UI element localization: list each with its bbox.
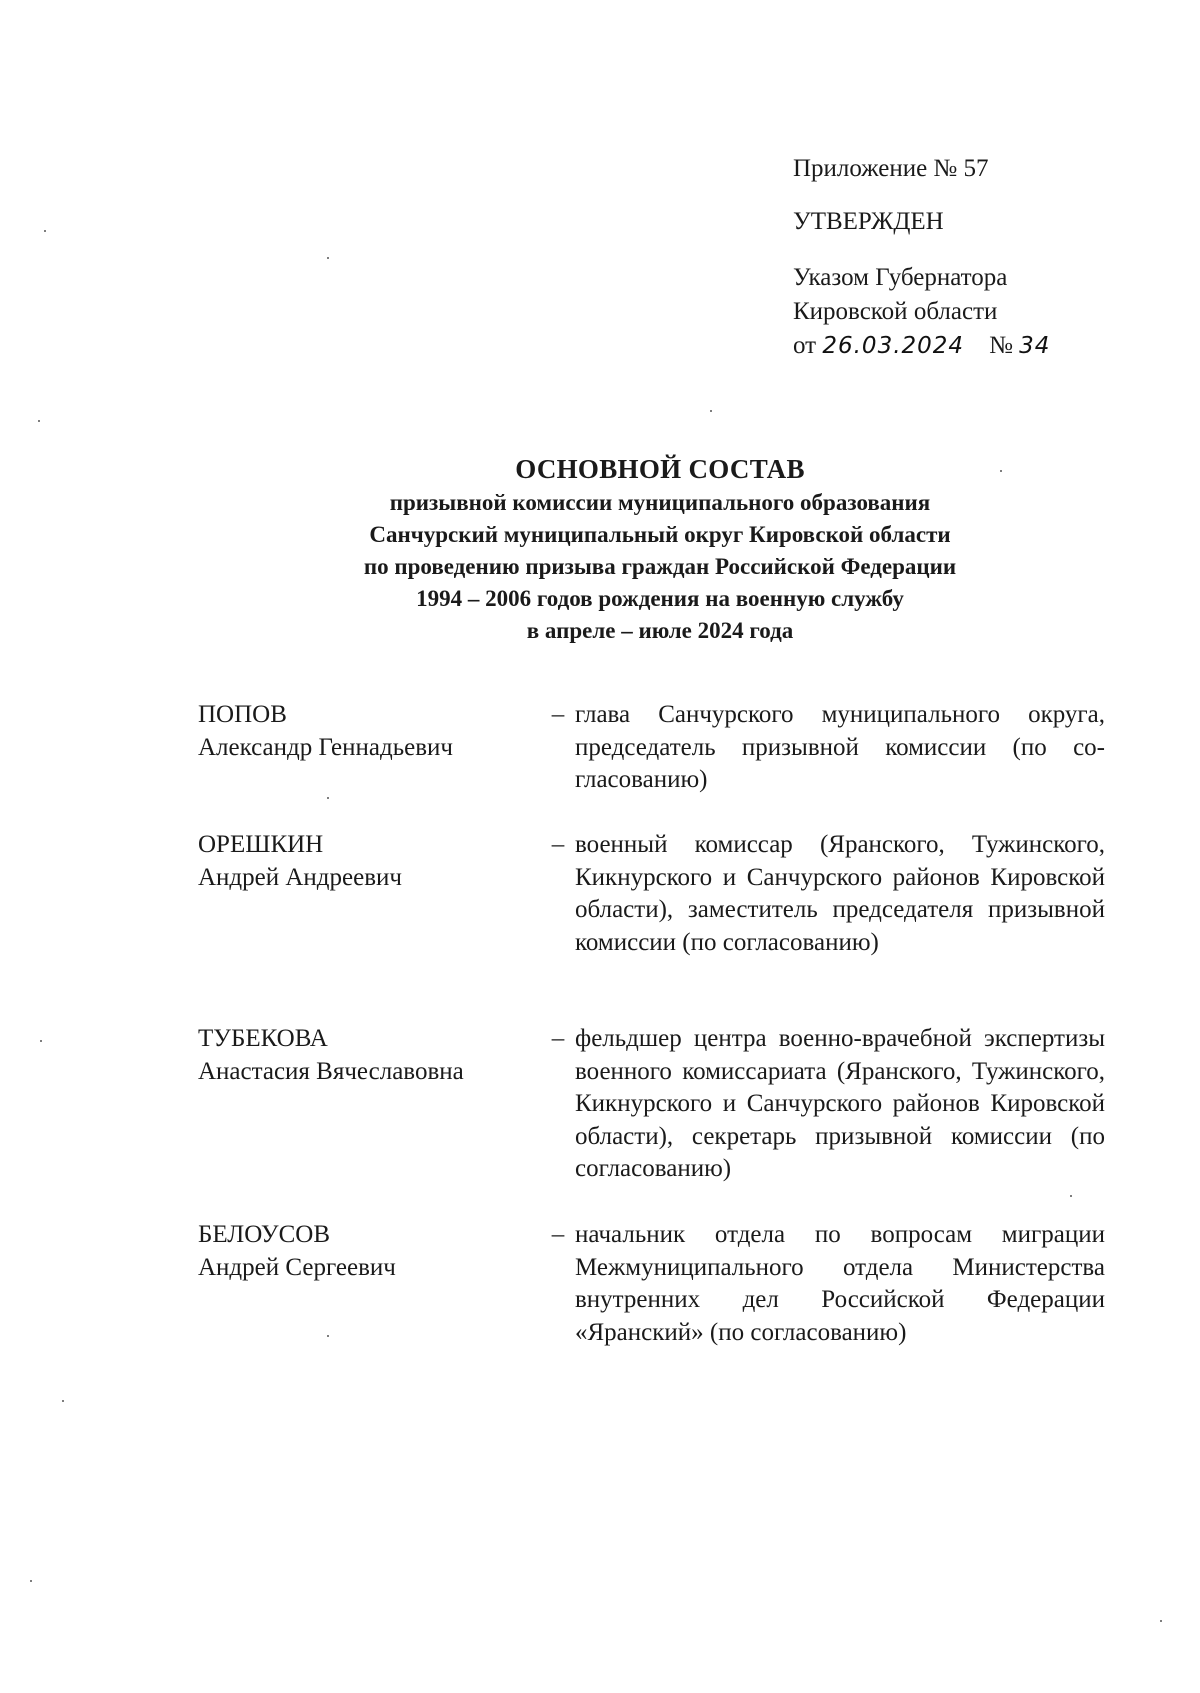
member-entry [198,1023,1118,1219]
title-line: Санчурский муниципальный округ Кировской области [369,522,951,547]
member-name [198,1023,541,1219]
member-entry [198,1219,1118,1359]
document-title [200,451,1120,647]
title-line: по проведению призыва граждан Российской Федерации [363,554,957,579]
number-prefix: № [989,332,1013,359]
member-dash: – [551,1025,565,1052]
approved-label: УТВЕРЖДЕН [793,208,944,235]
scan-speck [38,420,40,422]
scan-speck [44,230,46,232]
scan-speck [1160,1620,1162,1622]
scan-speck [327,797,329,799]
member-given-names: Александр Геннадьевич [198,733,453,761]
member-name [198,829,541,1023]
date-prefix: от [793,332,817,359]
title-line: 1994 – 2006 годов рождения на военную службу [416,586,904,611]
title-line: в апреле – июле 2024 года [526,618,794,643]
decree-line-1: Указом Губернатора [793,264,1008,291]
member-dash: – [551,701,565,728]
scan-speck [62,1400,64,1402]
member-entry [198,699,1118,829]
member-given-names: Андрей Андреевич [198,863,402,891]
appendix-number: Приложение № 57 [793,155,989,182]
title-line: призывной комиссии муниципального образования [389,490,931,515]
title-main: ОСНОВНОЙ СОСТАВ [515,454,805,484]
member-role: военный комиссар (Яранского, Тужинского, Кикнурского и Санчурского районов Кировской области), заместитель председателя призывной комиссии (по согласованию) [575,831,1105,956]
approval-stamp [793,152,1123,363]
member-surname: ПОПОВ [198,701,287,728]
member-role: начальник отдела по вопросам миграции Межмуниципального отдела Министерства внутренних дел Российской Федерации «Яранский» (по согласованию) [575,1221,1105,1346]
scan-speck [1070,1195,1072,1197]
member-name [198,1219,541,1359]
member-given-names: Анастасия Вячеславовна [198,1057,464,1085]
decree-date-line [793,329,1123,363]
member-name [198,699,541,829]
handwritten-number: 34 [1019,333,1051,359]
scan-speck [710,410,712,412]
member-given-names: Андрей Сергеевич [198,1253,396,1281]
scan-speck [40,1040,42,1042]
members-list [198,699,1118,1359]
member-surname: ТУБЕКОВА [198,1025,328,1052]
scan-speck [327,257,329,259]
member-surname: БЕЛОУСОВ [198,1221,331,1248]
member-surname: ОРЕШКИН [198,831,324,858]
member-role: глава Санчурского муниципального округа, председатель призывной комиссии (по согласованию) [575,701,1105,793]
scan-speck [1000,470,1002,472]
member-role: фельдшер центра военно-врачебной экспертизы военного комиссариата (Яранского, Тужинского, Кикнурского и Санчурского районов Кировской области), секретарь призывной комиссии (по согласованию) [575,1025,1105,1182]
decree-line-2: Кировской области [793,298,998,325]
scan-speck [30,1580,32,1582]
handwritten-date: 26.03.2024 [822,333,965,359]
member-dash: – [551,831,565,858]
scan-speck [327,1335,329,1337]
member-dash: – [551,1221,565,1248]
member-entry [198,829,1118,1023]
